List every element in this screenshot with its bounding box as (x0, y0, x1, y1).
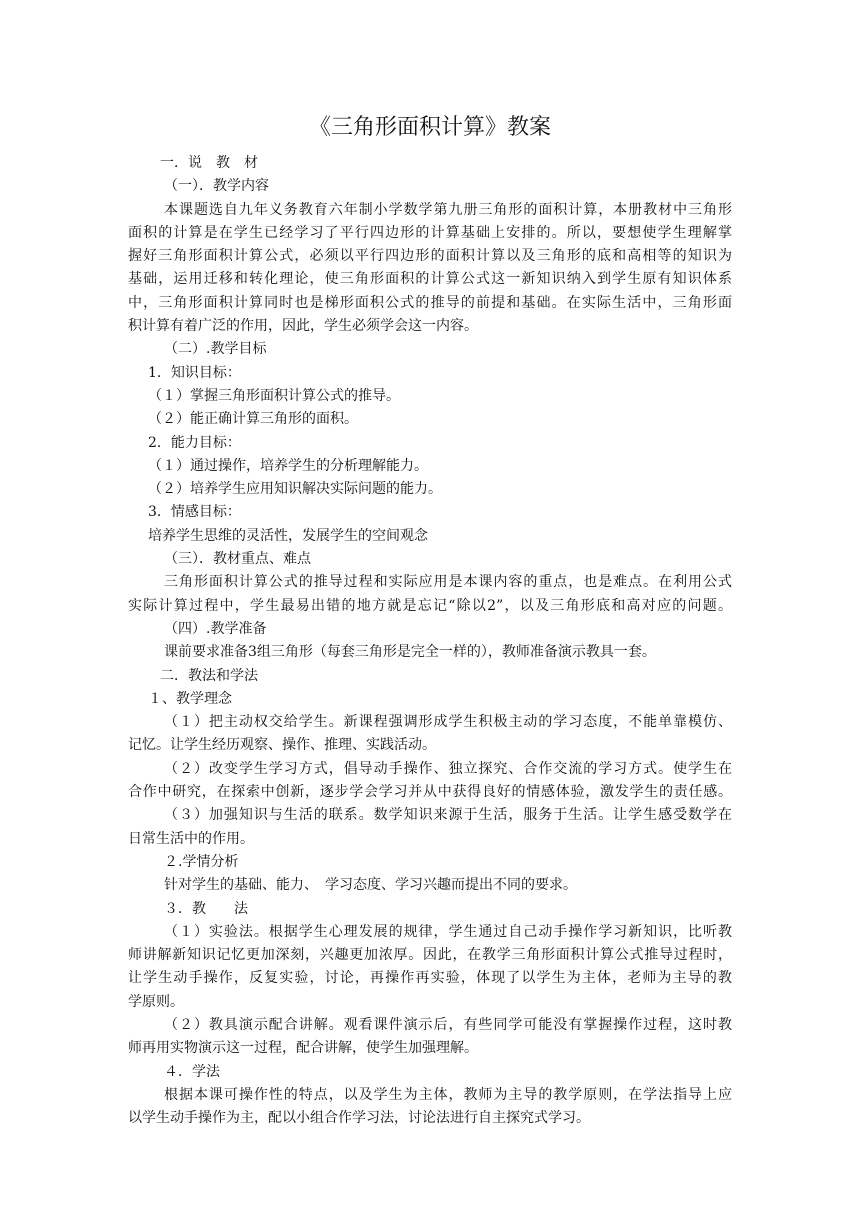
text-line: 根据本课可操作性的特点，以及学生为主体，教师为主导的教学原则，在学法指导上应 (164, 1086, 732, 1103)
text-line: 1．知识目标： (148, 364, 241, 381)
text-line: 积计算有着广泛的作用，因此，学生必须学会这一内容。 (128, 318, 478, 335)
text-line: 师讲解新知识记忆更加深刻，兴趣更加浓厚。因此，在教学三角形面积计算公式推导过程时， (128, 947, 732, 964)
text-line: （二）.教学目标 (164, 341, 267, 358)
text-line: （三）．教材重点、难点 (164, 551, 311, 568)
text-line: 以学生动手操作为主，配以小组合作学习法，讨论法进行自主探究式学习。 (128, 1110, 590, 1127)
text-line: 师再用实物演示这一过程，配合讲解，使学生加强理解。 (128, 1040, 478, 1057)
text-line: 基础，运用迁移和转化理论，使三角形面积的计算公式这一新知识纳入到学生原有知识体系 (128, 271, 732, 288)
text-line: 学原则。 (128, 993, 184, 1010)
text-line: 握好三角形面积计算公式，必须以平行四边形的面积计算以及三角形的底和高相等的知识为 (128, 248, 732, 265)
text-line: 面积的计算是在学生已经学习了平行四边形的计算基础上安排的。所以，要想使学生理解掌 (128, 224, 732, 241)
text-line: 实际计算过程中，学生最易出错的地方就是忘记“除以2”，以及三角形底和高对应的问题。 (128, 597, 732, 614)
text-line: ２.学情分析 (164, 853, 239, 870)
text-line: （一）．教学内容 (164, 178, 269, 195)
text-line: 本课题选自九年义务教育六年制小学数学第九册三角形的面积计算，本册教材中三角形 (164, 201, 732, 218)
text-line: ４．学法 (164, 1063, 220, 1080)
text-line: 二．教法和学法 (160, 667, 258, 684)
text-line: （四）.教学准备 (164, 620, 267, 637)
document-title: 《三角形面积计算》教案 (308, 115, 551, 140)
text-line: 日常生活中的作用。 (128, 830, 254, 847)
text-line: （１）掌握三角形面积计算公式的推导。 (148, 387, 400, 404)
text-line: （２）培养学生应用知识解决实际问题的能力。 (148, 481, 442, 498)
text-line: 培养学生思维的灵活性，发展学生的空间观念 (148, 527, 428, 544)
text-line: （１）把主动权交给学生。新课程强调形成学生积极主动的学习态度，不能单靠模仿、 (164, 714, 732, 731)
text-line: 记忆。让学生经历观察、操作、推理、实践活动。 (128, 737, 436, 754)
text-line: 3．情感目标： (148, 504, 241, 521)
text-line: 课前要求准备3组三角形（每套三角形是完全一样的），教师准备演示教具一套。 (164, 644, 656, 661)
text-line: ３．教 法 (164, 900, 248, 917)
document-body (128, 152, 732, 1130)
text-line: （１）通过操作，培养学生的分析理解能力。 (148, 457, 428, 474)
text-line: （２）改变学生学习方式，倡导动手操作、独立探究、合作交流的学习方式。使学生在 (164, 760, 732, 777)
text-line: （１）实验法。根据学生心理发展的规律，学生通过自己动手操作学习新知识，比听教 (164, 923, 732, 940)
text-line: １、教学理念 (148, 690, 232, 707)
text-line: （３）加强知识与生活的联系。数学知识来源于生活，服务于生活。让学生感受数学在 (164, 807, 732, 824)
text-line: 中，三角形面积计算同时也是梯形面积公式的推导的前提和基础。在实际生活中，三角形面 (128, 294, 732, 311)
text-line: （２）教具演示配合讲解。观看课件演示后，有些同学可能没有掌握操作过程，这时教 (164, 1016, 732, 1033)
text-line: 三角形面积计算公式的推导过程和实际应用是本课内容的重点，也是难点。在利用公式 (164, 574, 732, 591)
text-line: 让学生动手操作，反复实验，讨论，再操作再实验，体现了以学生为主体，老师为主导的教 (128, 970, 732, 987)
text-line: 合作中研究，在探索中创新，逐步学会学习并从中获得良好的情感体验，激发学生的责任感。 (128, 784, 732, 801)
text-line: 一．说 教 材 (160, 155, 258, 171)
text-line: 针对学生的基础、能力、 学习态度、学习兴趣而提出不同的要求。 (164, 877, 577, 894)
text-line: （２）能正确计算三角形的面积。 (148, 411, 358, 428)
text-line: 2．能力目标： (148, 434, 241, 451)
